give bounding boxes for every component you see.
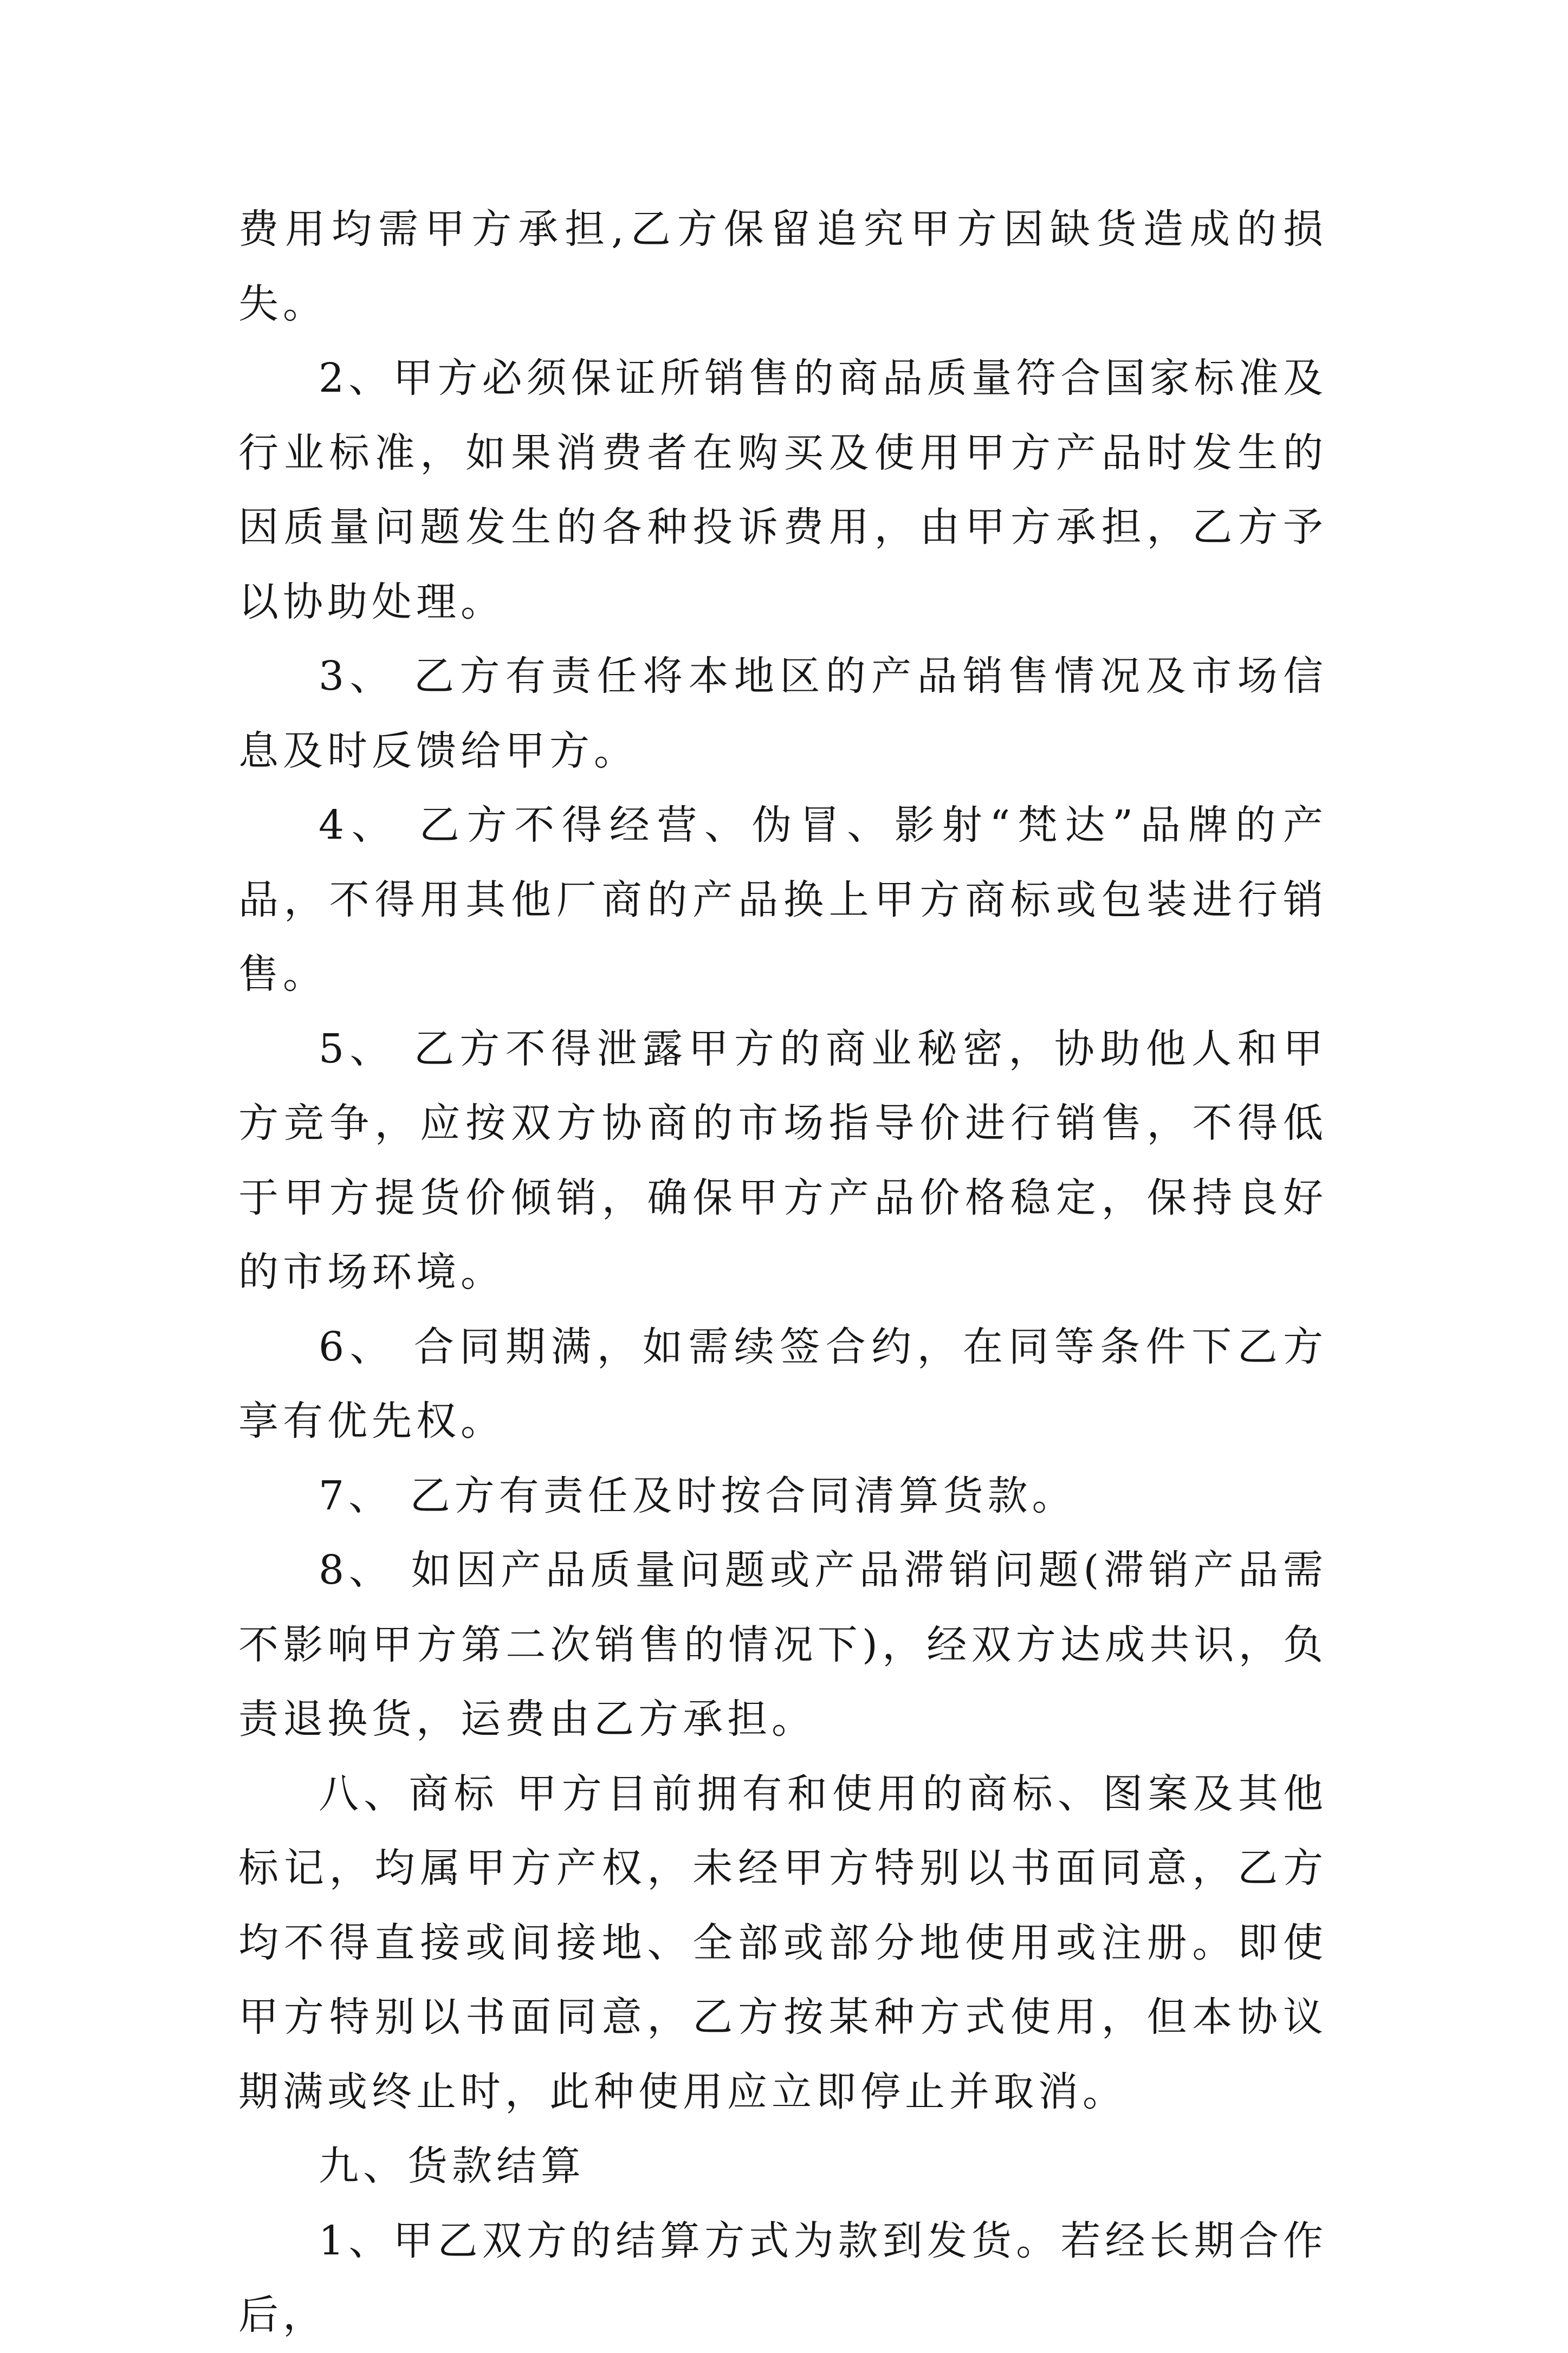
paragraph-clause-5: 5、 乙方不得泄露甲方的商业秘密，协助他人和甲方竞争，应按双方协商的市场指导价进行销售，不得低于甲方提货价倾销，确保甲方产品价格稳定，保持良好的市场环境。: [238, 1025, 1327, 1295]
paragraph-payment-1: 1、甲乙双方的结算方式为款到发货。若经长期合作后，: [238, 2217, 1327, 2338]
paragraph-clause-7: 7、 乙方有责任及时按合同清算货款。: [319, 1472, 1077, 1519]
paragraph-continuation: 费用均需甲方承担,乙方保留追究甲方因缺货造成的损失。: [238, 206, 1327, 327]
paragraph-clause-6: 6、 合同期满，如需续签合约，在同等条件下乙方享有优先权。: [238, 1323, 1327, 1444]
paragraph-clause-2: 2、甲方必须保证所销售的商品质量符合国家标准及行业标准，如果消费者在购买及使用甲方产品时发生的因质量问题发生的各种投诉费用，由甲方承担，乙方予以协助处理。: [238, 355, 1327, 625]
paragraph-clause-8: 8、 如因产品质量问题或产品滞销问题(滞销产品需不影响甲方第二次销售的情况下)，经双方达成共识，负责退换货，运费由乙方承担。: [238, 1547, 1327, 1742]
paragraph-clause-4: 4、 乙方不得经营、伪冒、影射“梵达”品牌的产品，不得用其他厂商的产品换上甲方商标或包装进行销售。: [238, 802, 1327, 997]
document-body: [238, 192, 1327, 2353]
paragraph-trademark: 八、商标 甲方目前拥有和使用的商标、图案及其他标记，均属甲方产权，未经甲方特别以书面同意，乙方均不得直接或间接地、全部或部分地使用或注册。即使甲方特别以书面同意，乙方按某种方式使用，但本协议期满或终止时，此种使用应立即停止并取消。: [238, 1770, 1327, 2115]
paragraph-clause-3: 3、 乙方有责任将本地区的产品销售情况及市场信息及时反馈给甲方。: [238, 653, 1327, 774]
section-heading-payment: 九、货款结算: [319, 2143, 585, 2189]
